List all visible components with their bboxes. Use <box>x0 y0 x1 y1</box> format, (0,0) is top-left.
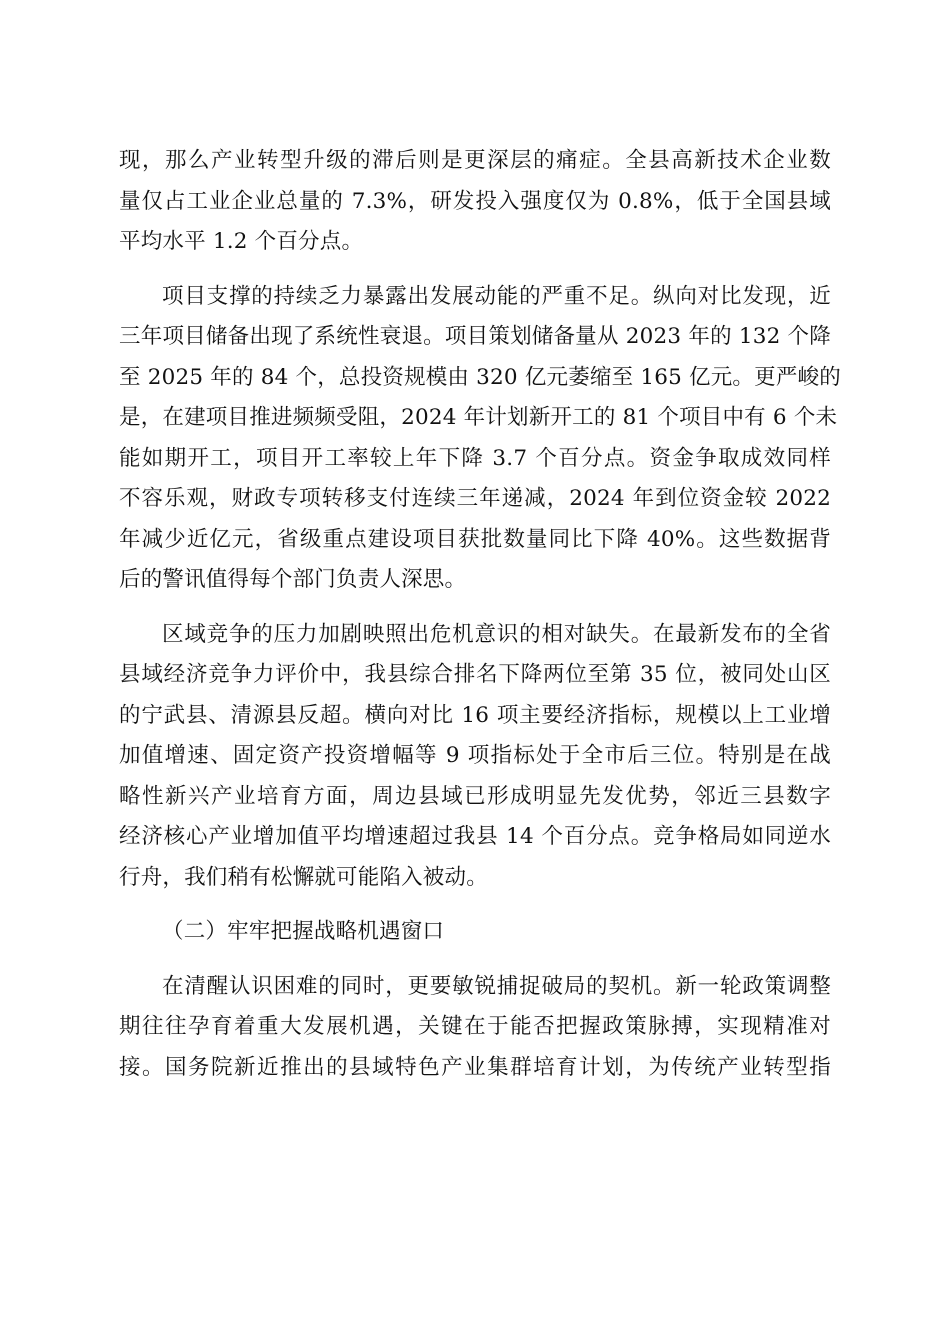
section-heading: （二）牢牢把握战略机遇窗口 <box>162 919 445 944</box>
text-line: 能如期开工，项目开工率较上年下降 3.7 个百分点。资金争取成效同样 <box>119 445 831 471</box>
text-line: 是，在建项目推进频频受阻，2024 年计划新开工的 81 个项目中有 6 个未 <box>119 405 838 430</box>
text-line: 期往往孕育着重大发展机遇，关键在于能否把握政策脉搏，实现精准对 <box>119 1014 831 1039</box>
text-line: 接。国务院新近推出的县域特色产业集群培育计划，为传统产业转型指 <box>119 1054 831 1080</box>
text-line: 年减少近亿元，省级重点建设项目获批数量同比下降 40%。这些数据背 <box>119 526 831 552</box>
text-line: 不容乐观，财政专项转移支付连续三年递减，2024 年到位资金较 2022 <box>119 486 831 511</box>
paragraph-industry-upgrade <box>119 141 831 263</box>
text-line: 在清醒认识困难的同时，更要敏锐捕捉破局的契机。新一轮政策调整 <box>162 973 831 999</box>
document-body <box>119 141 841 1102</box>
text-line: 的宁武县、清源县反超。横向对比 16 项主要经济指标，规模以上工业增 <box>119 702 831 728</box>
text-line: 经济核心产业增加值平均增速超过我县 14 个百分点。竞争格局如同逆水 <box>119 824 831 849</box>
paragraph-project-support <box>119 277 841 601</box>
text-line: 略性新兴产业培育方面，周边县域已形成明显先发优势，邻近三县数字 <box>119 783 831 809</box>
text-line: 现，那么产业转型升级的滞后则是更深层的痛症。全县高新技术企业数 <box>119 148 831 173</box>
text-line: 区域竞争的压力加剧映照出危机意识的相对缺失。在最新发布的全省 <box>162 621 831 647</box>
text-line: 量仅占工业企业总量的 7.3%，研发投入强度仅为 0.8%，低于全国县域 <box>119 188 831 214</box>
text-line: 项目支撑的持续乏力暴露出发展动能的严重不足。纵向对比发现，近 <box>162 283 831 309</box>
text-line: 三年项目储备出现了系统性衰退。项目策划储备量从 2023 年的 132 个降 <box>119 324 831 349</box>
text-line: 平均水平 1.2 个百分点。 <box>119 229 364 254</box>
text-line: 行舟，我们稍有松懈就可能陷入被动。 <box>119 864 488 890</box>
text-line: 县域经济竞争力评价中，我县综合排名下降两位至第 35 位，被同处山区 <box>119 662 831 687</box>
text-line: 后的警讯值得每个部门负责人深思。 <box>119 567 467 592</box>
paragraph-strategic-opportunity <box>119 967 831 1089</box>
text-line: 加值增速、固定资产投资增幅等 9 项指标处于全市后三位。特别是在战 <box>119 743 831 768</box>
paragraph-regional-competition <box>119 615 831 899</box>
text-line: 至 2025 年的 84 个，总投资规模由 320 亿元萎缩至 165 亿元。更严峻的 <box>119 364 841 390</box>
